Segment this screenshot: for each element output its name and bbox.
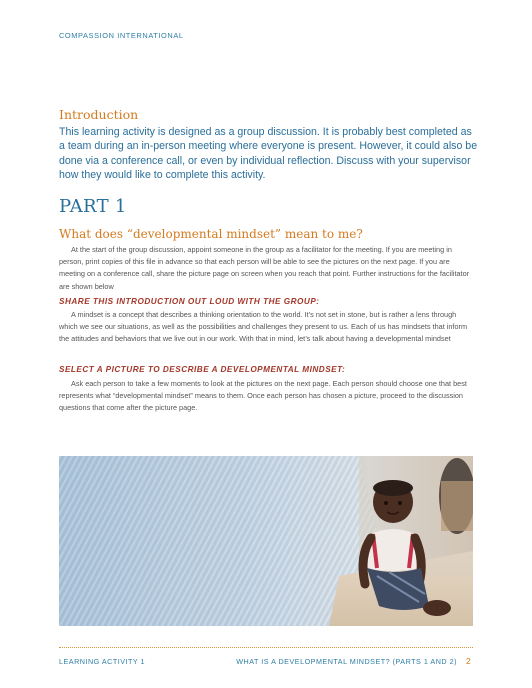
child-photo <box>59 456 473 626</box>
section-question: What does “developmental mindset” mean to me? <box>59 227 363 241</box>
page-number: 2 <box>466 656 471 666</box>
footer-title: WHAT IS A DEVELOPMENTAL MINDSET? (PARTS 1 AND 2) <box>236 657 457 666</box>
select-picture-subheading: SELECT A PICTURE TO DESCRIBE A DEVELOPMENTAL MINDSET: <box>59 365 346 374</box>
part-title: PART 1 <box>59 196 127 217</box>
intro-heading: Introduction <box>59 107 139 122</box>
footer-activity-label: LEARNING ACTIVITY 1 <box>59 657 146 666</box>
mindset-definition: A mindset is a concept that describes a thinking orientation to the world. It’s not set in stone, but is rather a lens through which we see our situations, as well as the possibilities and challenges they present to us. Each of us has mindsets that inform the attitudes and behaviors that we live out in our work. With that in mind, let’s talk about having a developmental mindset <box>59 310 468 344</box>
intro-body: This learning activity is designed as a group discussion. It is probably best completed as a team during an in-person meeting where everyone is present. However, it could also be done via a conference call, or even by individual reflection. Discuss with your supervisor how they would like to complete this activity. <box>59 126 478 182</box>
picture-instructions: Ask each person to take a few moments to look at the pictures on the next page. Each person should choose one that best represents what “developmental mindset” means to them. Once each person has chosen a picture, proceed to the discussion questions that come after the picture page. <box>59 379 467 413</box>
facilitator-instructions: At the start of the group discussion, appoint someone in the group as a facilitator for the meeting. If you are meeting in person, print copies of this file in advance so that each person will be able to see the pictures on the next page. If you are meeting on a conference call, share the picture page on screen when you reach that point. Further instructions for the facilitator are shown below <box>59 245 470 291</box>
share-intro-subheading: SHARE THIS INTRODUCTION OUT LOUD WITH THE GROUP: <box>59 297 320 306</box>
footer-divider <box>59 647 473 648</box>
organization-name: COMPASSION INTERNATIONAL <box>59 31 184 40</box>
